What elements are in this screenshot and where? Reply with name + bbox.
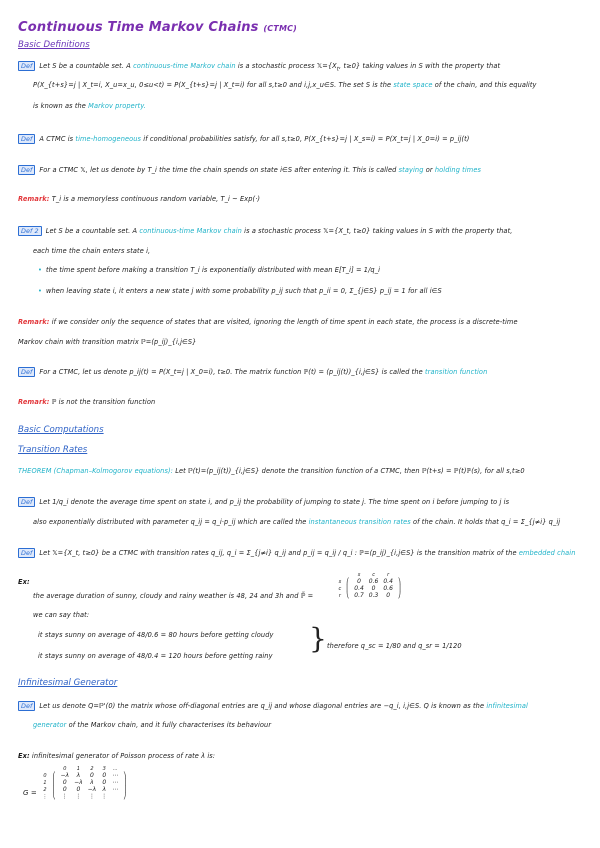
generator-cell: 0 <box>76 786 81 793</box>
generator-row-label: 0 <box>43 772 47 779</box>
def-rates-line1: Def Let 1/q_i denote the average time spent on state i, and p_ij the probability of jumping to state j. The time spent on i before jumping to j is <box>18 497 509 507</box>
example-1-label: Ex: <box>18 578 30 586</box>
weather-bracket: ⎠ <box>397 592 401 599</box>
generator-col-label: 2 <box>90 766 94 772</box>
generator-cell: ⋯ <box>112 779 119 786</box>
weather-bracket: ⎝ <box>346 592 350 599</box>
example-2-line1: Ex: infinitesimal generator of Poisson process of rate λ is: <box>18 752 216 760</box>
weather-col-label: s <box>357 572 361 578</box>
weather-cell: 0.6 <box>368 578 379 585</box>
generator-cell: −λ <box>60 772 70 779</box>
weather-bracket: ⎜ <box>346 585 350 592</box>
theorem-chapman-kolmogorov: THEOREM (Chapman–Kolmogorov equations): Let ℙ(t)=(p_ij(t))_{i,j∈S} denote the transition function of a CTMC, then ℙ(t+s) = ℙ(t)ℙ(s), for all s,t≥0 <box>18 467 525 475</box>
def-rates-line2: also exponentially distributed with parameter q_ij = q_i·p_ij which are called the instantaneous transition rates of the chain. It holds that q_i = Σ_{j≠i} q_ij <box>33 518 561 526</box>
weather-bracket: ⎞ <box>397 578 401 585</box>
remark-2-line1: Remark: if we consider only the sequence of states that are visited, ignoring the length of time spent in each state, the process is a discrete-time <box>18 318 518 326</box>
example-1-line1: the average duration of sunny, cloudy and rainy weather is 48, 24 and 3h and ℙ̃ = <box>33 592 314 600</box>
right-brace: } <box>309 622 327 655</box>
generator-cell: ⋮ <box>75 793 82 800</box>
generator-cell: λ <box>102 786 107 793</box>
generator-matrix <box>40 766 129 800</box>
def-generator-line1: Def Let us denote Q=ℙ'(0) the matrix whose off-diagonal entries are q_ij and whose diagonal entries are −q_i, i,j∈S. Q is known as the infinitesimal <box>18 701 528 711</box>
generator-row <box>40 786 129 793</box>
generator-bracket: ⎜ <box>52 779 56 786</box>
term-embedded-chain: embedded chain <box>518 549 576 557</box>
def2-bullet1: • the time spent before making a transition T_i is exponentially distributed with mean E[T_i] = 1/q_i <box>38 266 381 274</box>
def2-line2: each time the chain enters state i, <box>33 247 151 255</box>
title-abbr: (CTMC) <box>263 24 298 33</box>
example-1-line4: it stays sunny on average of 48/0.4 = 120 hours before getting rainy <box>38 652 273 660</box>
weather-bracket: ⎛ <box>346 578 350 585</box>
term-staying: staying <box>398 166 424 174</box>
generator-cell: −λ <box>74 779 83 786</box>
heading-transition-rates: Transition Rates <box>18 445 88 455</box>
weather-bracket: ⎟ <box>397 585 401 592</box>
theorem-label: THEOREM (Chapman–Kolmogorov equations): <box>18 467 173 475</box>
term-ctmc-2: continuous-time Markov chain <box>139 227 242 235</box>
term-markov-property: Markov property. <box>88 102 147 110</box>
def1-line2: P(X_{t+s}=j | X_t=i, X_u=x_u, 0≤u<t) = P(X_{t+s}=j | X_t=i) for all s,t≥0 and i,j,x_u∈S. The set S is the state space of the chain, and this equality <box>33 81 537 89</box>
remark-label: Remark: <box>18 195 50 203</box>
generator-cell: −λ <box>87 786 97 793</box>
generator-cell: 0 <box>102 779 107 786</box>
def2-bullet2: • when leaving state i, it enters a new state j with some probability p_ij such that p_ii = 0, Σ_{j∈S} p_ij = 1 for all i∈S <box>38 287 442 295</box>
generator-cell: ⋯ <box>112 786 119 793</box>
weather-cell: 0.6 <box>383 585 393 592</box>
example-1-therefore: therefore q_sc = 1/80 and q_sr = 1/120 <box>327 642 462 650</box>
weather-row-label: r <box>338 592 341 599</box>
generator-cell: 0 <box>102 772 107 779</box>
generator-cell: λ <box>76 772 81 779</box>
generator-bracket: ⎜ <box>52 786 56 793</box>
title-text: Continuous Time Markov Chains <box>18 20 259 35</box>
generator-row-label: 2 <box>43 786 47 793</box>
weather-row-label: c <box>338 585 342 592</box>
generator-row <box>40 793 129 800</box>
weather-cell: 0.7 <box>354 592 364 599</box>
heading-infinitesimal-generator: Infinitesimal Generator <box>18 678 118 688</box>
remark-2-line2: Markov chain with transition matrix ℙ=(p_ij)_{i,j∈S} <box>18 338 197 346</box>
weather-row <box>336 585 403 592</box>
generator-cell: ⋯ <box>112 772 119 779</box>
generator-cell: 0 <box>90 772 94 779</box>
generator-bracket: ⎟ <box>123 779 127 786</box>
term-holding-times: holding times <box>434 166 482 174</box>
generator-col-label: … <box>112 766 118 772</box>
heading-basic-definitions: Basic Definitions <box>18 40 90 50</box>
def-holding-times: Def For a CTMC 𝕏, let us denote by T_i the time the chain spends on state i∈S after entering it. This is called staying or holding times <box>18 165 481 175</box>
weather-col-label: r <box>387 572 390 578</box>
weather-row <box>336 592 403 599</box>
generator-cell: ⋮ <box>61 793 68 800</box>
term-time-homogeneous: time-homogeneous <box>75 135 142 143</box>
generator-cell: 0 <box>62 779 67 786</box>
def2-line1: Def 2 Let S be a countable set. A continuous-time Markov chain is a stochastic process 𝕏={X_t, t≥0} taking values in S with the property that, <box>18 226 512 236</box>
page-title <box>18 20 297 35</box>
generator-cell <box>110 793 121 800</box>
weather-cell: 0.4 <box>383 578 393 585</box>
generator-col-label: 0 <box>63 766 67 772</box>
def-homogeneous: Def A CTMC is time-homogeneous if conditional probabilities satisfy, for all s,t≥0, P(X_{t+s}=j | X_s=i) = P(X_t=j | X_0=i) = p_ij(t) <box>18 134 469 144</box>
term-generator: generator <box>33 721 67 729</box>
generator-cell: λ <box>90 779 94 786</box>
example-1-line2: we can say that: <box>33 611 90 619</box>
weather-cell: 0 <box>357 578 361 585</box>
def1-line1: Def Let S be a countable set. A continuous-time Markov chain is a stochastic process $𝕏=\{X_t$, t≥0} taking values in S with the property that <box>18 61 500 72</box>
generator-matrix-table <box>40 766 129 800</box>
generator-bracket: ⎛ <box>52 772 56 779</box>
def-embedded-chain: Def Let 𝕏={X_t, t≥0} be a CTMC with transition rates q_ij, q_i = Σ_{j≠i} q_ij and p_ij = q_ij / q_i : ℙ=(p_ij)_{i,j∈S} is the transition matrix of the embedded chain <box>18 548 576 558</box>
generator-col-label: 3 <box>102 766 106 772</box>
generator-bracket: ⎠ <box>123 793 127 800</box>
heading-basic-computations: Basic Computations <box>18 425 104 435</box>
weather-row-label: s <box>338 578 342 585</box>
generator-bracket: ⎞ <box>123 772 127 779</box>
generator-row-label: 1 <box>43 779 47 786</box>
generator-label: G = <box>23 789 37 797</box>
remark-3: Remark: ℙ is not the transition function <box>18 398 156 406</box>
weather-cell: 0 <box>371 585 376 592</box>
generator-bracket: ⎝ <box>52 793 56 800</box>
generator-cell: ⋮ <box>101 793 108 800</box>
term-ctmc: continuous-time Markov chain <box>133 62 236 70</box>
def1-line3: is known as the Markov property. <box>33 102 147 110</box>
weather-matrix <box>336 572 403 599</box>
generator-row <box>40 779 129 786</box>
generator-cell: ⋮ <box>88 793 95 800</box>
generator-cell: 0 <box>62 786 67 793</box>
def-tag: Def <box>18 61 35 71</box>
term-infinitesimal: infinitesimal <box>486 702 528 710</box>
weather-matrix-table <box>336 572 403 599</box>
weather-cell: 0.3 <box>368 592 379 599</box>
term-state-space: state space <box>393 81 433 89</box>
term-transition-function: transition function <box>425 368 488 376</box>
weather-row <box>336 578 403 585</box>
weather-cell: 0.4 <box>354 585 364 592</box>
remark-1: Remark: T_i is a memoryless continuous random variable, T_i ~ Exp(·) <box>18 195 261 203</box>
generator-col-label: 1 <box>76 766 80 772</box>
def-generator-line2: generator of the Markov chain, and it fully characterises its behaviour <box>33 721 272 729</box>
generator-bracket: ⎟ <box>123 786 127 793</box>
def-transition-function: Def For a CTMC, let us denote p_ij(t) = P(X_t=j | X_0=i), t≥0. The matrix function ℙ(t) = (p_ij(t))_{i,j∈S} is called the transition function <box>18 367 487 377</box>
generator-row-label: ⋮ <box>42 793 48 800</box>
term-instantaneous-rates: instantaneous transition rates <box>308 518 411 526</box>
example-1-line3: it stays sunny on average of 48/0.6 = 80 hours before getting cloudy <box>38 631 274 639</box>
generator-row <box>40 772 129 779</box>
weather-col-label: c <box>372 572 375 578</box>
weather-cell: 0 <box>386 592 391 599</box>
